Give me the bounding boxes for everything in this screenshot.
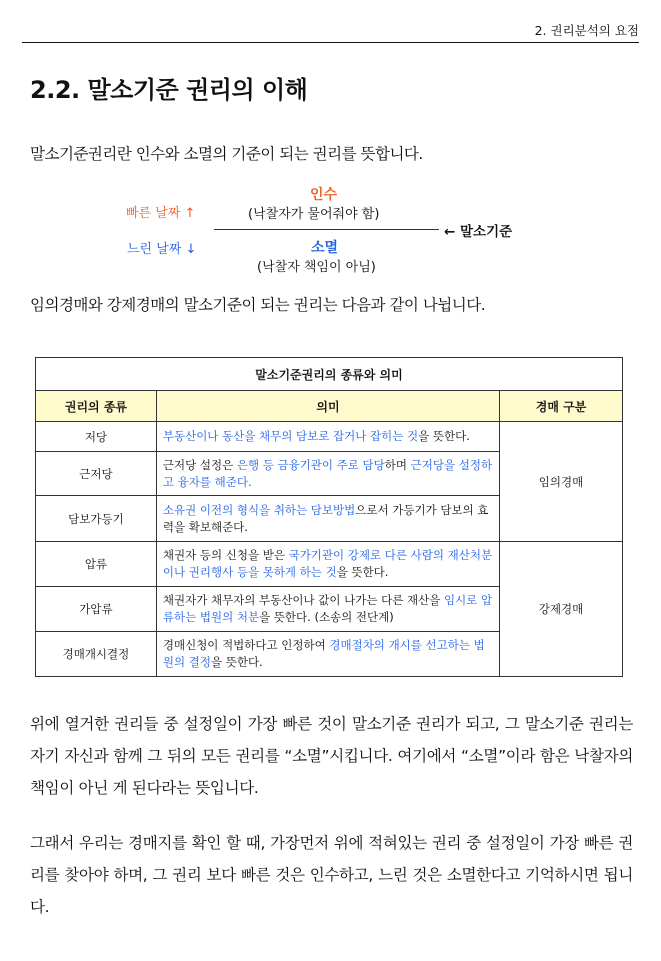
right-meaning: 채권자가 채무자의 부동산이나 값이 나가는 다른 재산을 임시로 압류하는 법원의 처분을 뜻한다. (소송의 전단계) — [156, 587, 499, 632]
rights-table — [35, 357, 623, 677]
right-meaning: 채권자 등의 신청을 받은 국가기관이 강제로 다른 사람의 재산처분이나 권리행사 등을 못하게 하는 것을 뜻한다. — [156, 542, 499, 587]
section-title: 2.2. 말소기준 권리의 이해 — [30, 76, 308, 104]
body-paragraph-1: 위에 열거한 권리들 중 설정일이 가장 빠른 것이 말소기준 권리가 되고, 그 말소기준 권리는 자기 자신과 함께 그 뒤의 모든 권리를 “소멸”시킵니다. 여기에서 “소멸”이라 함은 낙찰자의 책임이 아닌 게 된다라는 뜻입니다. — [30, 715, 633, 797]
right-kind: 담보가등기 — [36, 496, 157, 542]
basis-diagram — [0, 180, 661, 280]
table-row — [36, 542, 623, 587]
slow-date-label: 느린 날짜 ↓ — [127, 242, 197, 257]
right-kind: 가압류 — [36, 587, 157, 632]
basis-label: ← 말소기준 — [444, 224, 513, 240]
right-meaning: 근저당 설정은 은행 등 금융기관이 주로 담당하며 근저당을 설정하고 융자를 해준다. — [156, 452, 499, 496]
body-paragraph-2: 그래서 우리는 경매지를 확인 할 때, 가장먼저 위에 적혀있는 권리 중 설정일이 가장 빠른 권리를 찾아야 하며, 그 권리 보다 빠른 것은 인수하고, 느린 것은 소멸한다고 기억하시면 됩니다. — [30, 834, 633, 916]
assume-title: 인수 — [310, 187, 338, 203]
right-meaning: 경매신청이 적법하다고 인정하여 경매절차의 개시를 선고하는 법원의 결정을 뜻한다. — [156, 632, 499, 677]
right-kind: 압류 — [36, 542, 157, 587]
assume-subtitle: (낙찰자가 물어줘야 함) — [248, 207, 380, 222]
right-kind: 근저당 — [36, 452, 157, 496]
right-kind: 경매개시결정 — [36, 632, 157, 677]
header-meaning: 의미 — [156, 391, 499, 422]
extinguish-title: 소멸 — [311, 240, 339, 256]
right-meaning: 부동산이나 동산을 채무의 담보로 잡거나 잡히는 것을 뜻한다. — [156, 422, 499, 452]
table-intro-paragraph: 임의경매와 강제경매의 말소기준이 되는 권리는 다음과 같이 나뉩니다. — [30, 296, 486, 314]
intro-paragraph: 말소기준권리란 인수와 소멸의 기준이 되는 권리를 뜻합니다. — [30, 145, 423, 163]
basis-divider-line — [214, 229, 439, 230]
header-kind: 권리의 종류 — [36, 391, 157, 422]
right-kind: 저당 — [36, 422, 157, 452]
table-caption: 말소기준권리의 종류와 의미 — [36, 358, 623, 391]
table-header-row — [36, 391, 623, 422]
running-header — [22, 22, 639, 43]
running-header-text: 2. 권리분석의 요점 — [534, 23, 639, 38]
fast-date-label: 빠른 날짜 ↑ — [126, 206, 196, 221]
table-row — [36, 422, 623, 452]
auction-type: 임의경매 — [500, 422, 623, 542]
right-meaning: 소유권 이전의 형식을 취하는 담보방법으로서 가등기가 담보의 효력을 확보해준다. — [156, 496, 499, 542]
auction-type: 강제경매 — [500, 542, 623, 677]
extinguish-subtitle: (낙찰자 책임이 아님) — [257, 260, 376, 275]
header-auction: 경매 구분 — [500, 391, 623, 422]
